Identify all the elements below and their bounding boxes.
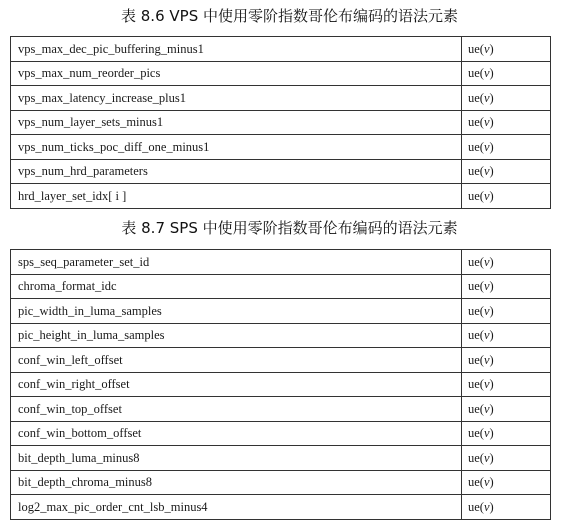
- descriptor-suffix: ): [489, 377, 494, 392]
- syntax-element-name: bit_depth_chroma_minus8: [11, 470, 462, 495]
- descriptor-cell: [462, 323, 551, 348]
- syntax-element-name: vps_num_layer_sets_minus1: [11, 110, 462, 135]
- descriptor-suffix: ): [489, 90, 494, 105]
- descriptor-prefix: ue(: [468, 164, 484, 179]
- sps-syntax-table: [10, 249, 551, 520]
- table-row: [11, 323, 551, 348]
- descriptor-suffix: ): [489, 115, 494, 130]
- syntax-element-name: chroma_format_idc: [11, 274, 462, 299]
- descriptor-cell: [462, 348, 551, 373]
- descriptor-variable: v: [483, 164, 490, 179]
- table-row: [11, 37, 551, 62]
- syntax-element-name: hrd_layer_set_idx[ i ]: [11, 184, 462, 209]
- descriptor-cell: [462, 135, 551, 160]
- descriptor-suffix: ): [489, 279, 494, 294]
- syntax-element-name: vps_num_ticks_poc_diff_one_minus1: [11, 135, 462, 160]
- table-row: [11, 348, 551, 373]
- descriptor-suffix: ): [489, 401, 494, 416]
- descriptor-variable: v: [483, 254, 490, 269]
- descriptor-cell: [462, 446, 551, 471]
- descriptor-suffix: ): [489, 303, 494, 318]
- descriptor-suffix: ): [489, 499, 494, 514]
- descriptor-variable: v: [483, 499, 490, 514]
- vps-syntax-table: [10, 36, 551, 209]
- descriptor-prefix: ue(: [468, 401, 484, 416]
- syntax-element-name: vps_num_hrd_parameters: [11, 159, 462, 184]
- descriptor-prefix: ue(: [468, 66, 484, 81]
- descriptor-prefix: ue(: [468, 426, 484, 441]
- descriptor-variable: v: [483, 90, 490, 105]
- syntax-element-name: vps_max_latency_increase_plus1: [11, 86, 462, 111]
- descriptor-suffix: ): [489, 188, 494, 203]
- descriptor-suffix: ): [489, 254, 494, 269]
- descriptor-suffix: ): [489, 328, 494, 343]
- syntax-element-name: log2_max_pic_order_cnt_lsb_minus4: [11, 495, 462, 520]
- descriptor-cell: [462, 250, 551, 275]
- descriptor-cell: [462, 274, 551, 299]
- descriptor-suffix: ): [489, 475, 494, 490]
- descriptor-prefix: ue(: [468, 279, 484, 294]
- descriptor-cell: [462, 110, 551, 135]
- table-row: [11, 299, 551, 324]
- descriptor-prefix: ue(: [468, 139, 484, 154]
- descriptor-variable: v: [483, 426, 490, 441]
- descriptor-prefix: ue(: [468, 499, 484, 514]
- descriptor-variable: v: [483, 450, 490, 465]
- descriptor-cell: [462, 470, 551, 495]
- table-row: [11, 397, 551, 422]
- syntax-element-name: vps_max_num_reorder_pics: [11, 61, 462, 86]
- descriptor-prefix: ue(: [468, 188, 484, 203]
- descriptor-variable: v: [483, 115, 490, 130]
- descriptor-prefix: ue(: [468, 328, 484, 343]
- descriptor-cell: [462, 495, 551, 520]
- descriptor-cell: [462, 421, 551, 446]
- descriptor-suffix: ): [489, 450, 494, 465]
- table-row: [11, 421, 551, 446]
- table-row: [11, 61, 551, 86]
- descriptor-cell: [462, 86, 551, 111]
- descriptor-cell: [462, 372, 551, 397]
- descriptor-variable: v: [483, 475, 490, 490]
- table-row: [11, 372, 551, 397]
- table-row: [11, 135, 551, 160]
- table-8-7-caption: 表 8.7 SPS 中使用零阶指数哥伦布编码的语法元素: [121, 219, 458, 237]
- vps-syntax-table-body: [11, 37, 551, 209]
- table-8-6-caption: 表 8.6 VPS 中使用零阶指数哥伦布编码的语法元素: [121, 7, 458, 25]
- descriptor-prefix: ue(: [468, 41, 484, 56]
- table-row: [11, 159, 551, 184]
- descriptor-variable: v: [483, 66, 490, 81]
- table-row: [11, 470, 551, 495]
- descriptor-variable: v: [483, 377, 490, 392]
- descriptor-variable: v: [483, 139, 490, 154]
- descriptor-suffix: ): [489, 426, 494, 441]
- descriptor-prefix: ue(: [468, 115, 484, 130]
- table-row: [11, 184, 551, 209]
- descriptor-cell: [462, 37, 551, 62]
- descriptor-suffix: ): [489, 164, 494, 179]
- descriptor-cell: [462, 159, 551, 184]
- descriptor-prefix: ue(: [468, 377, 484, 392]
- descriptor-variable: v: [483, 303, 490, 318]
- descriptor-suffix: ): [489, 139, 494, 154]
- descriptor-cell: [462, 299, 551, 324]
- descriptor-cell: [462, 184, 551, 209]
- syntax-element-name: sps_seq_parameter_set_id: [11, 250, 462, 275]
- table-row: [11, 274, 551, 299]
- descriptor-prefix: ue(: [468, 90, 484, 105]
- syntax-element-name: bit_depth_luma_minus8: [11, 446, 462, 471]
- descriptor-variable: v: [483, 188, 490, 203]
- descriptor-prefix: ue(: [468, 475, 484, 490]
- syntax-element-name: conf_win_right_offset: [11, 372, 462, 397]
- syntax-element-name: vps_max_dec_pic_buffering_minus1: [11, 37, 462, 62]
- descriptor-variable: v: [483, 401, 490, 416]
- table-row: [11, 250, 551, 275]
- descriptor-cell: [462, 61, 551, 86]
- descriptor-suffix: ): [489, 352, 494, 367]
- syntax-element-name: pic_height_in_luma_samples: [11, 323, 462, 348]
- syntax-element-name: conf_win_top_offset: [11, 397, 462, 422]
- descriptor-suffix: ): [489, 41, 494, 56]
- descriptor-prefix: ue(: [468, 352, 484, 367]
- descriptor-variable: v: [483, 352, 490, 367]
- table-row: [11, 446, 551, 471]
- descriptor-suffix: ): [489, 66, 494, 81]
- descriptor-prefix: ue(: [468, 450, 484, 465]
- sps-syntax-table-body: [11, 250, 551, 520]
- descriptor-variable: v: [483, 41, 490, 56]
- syntax-element-name: conf_win_left_offset: [11, 348, 462, 373]
- descriptor-variable: v: [483, 328, 490, 343]
- syntax-element-name: conf_win_bottom_offset: [11, 421, 462, 446]
- descriptor-cell: [462, 397, 551, 422]
- descriptor-variable: v: [483, 279, 490, 294]
- descriptor-prefix: ue(: [468, 303, 484, 318]
- syntax-element-name: pic_width_in_luma_samples: [11, 299, 462, 324]
- table-row: [11, 110, 551, 135]
- table-row: [11, 86, 551, 111]
- descriptor-prefix: ue(: [468, 254, 484, 269]
- table-row: [11, 495, 551, 520]
